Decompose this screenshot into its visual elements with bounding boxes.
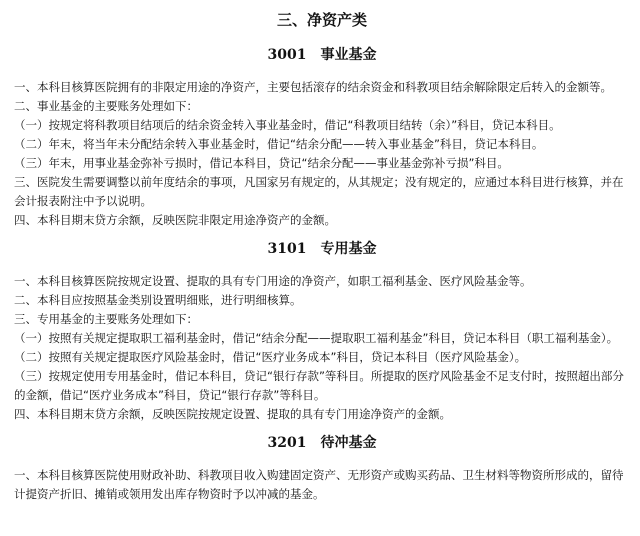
paragraph: （一）按规定将科教项目结项后的结余资金转入事业基金时，借记“科教项目结转（余）”科目，贷记本科目。 [14, 118, 561, 132]
paragraph: 二、事业基金的主要账务处理如下： [14, 99, 198, 113]
paragraph: 一、本科目核算医院使用财政补助、科教项目收入购建固定资产、无形资产或购买药品、卫生材料等物资所形成的，留待计提资产折旧、摊销或领用发出库存物资时予以冲减的基金。 [14, 468, 624, 501]
paragraph: （一）按照有关规定提取职工福利基金时，借记“结余分配——提取职工福利基金”科目，贷记本科目（职工福利基金）。 [14, 331, 619, 345]
page-title: 三、净资产类 [276, 11, 367, 29]
paragraph: （三）按规定使用专用基金时，借记本科目，贷记“银行存款”等科目。所提取的医疗风险基金不足支付时，按照超出部分的金额，借记“医疗业务成本”科目，贷记“银行存款”等科目。 [14, 369, 624, 402]
paragraph: 二、本科目应按照基金类别设置明细账，进行明细核算。 [14, 293, 302, 307]
section-3201 [14, 432, 630, 504]
section-name: 待冲基金 [320, 435, 377, 451]
paragraph: 一、本科目核算医院按规定设置、提取的具有专门用途的净资产，如职工福利基金、医疗风险基金等。 [14, 274, 532, 288]
section-3001 [14, 44, 630, 230]
paragraph: （二）按照有关规定提取医疗风险基金时，借记“医疗业务成本”科目，贷记本科目（医疗风险基金）。 [14, 350, 527, 364]
paragraph: 三、医院发生需要调整以前年度结余的事项，凡国家另有规定的，从其规定；没有规定的，应通过本科目进行核算，并在会计报表附注中予以说明。 [14, 175, 624, 208]
section-heading [14, 432, 630, 454]
section-code: 3001 [267, 47, 307, 63]
paragraph: 四、本科目期末贷方余额，反映医院非限定用途净资产的金额。 [14, 213, 336, 227]
paragraph: （三）年末，用事业基金弥补亏损时，借记本科目，贷记“结余分配——事业基金弥补亏损”科目。 [14, 156, 509, 170]
paragraph: 三、专用基金的主要账务处理如下： [14, 312, 198, 326]
paragraph: 一、本科目核算医院拥有的非限定用途的净资产，主要包括滚存的结余资金和科教项目结余解除限定后转入的金额等。 [14, 80, 612, 94]
paragraph: 四、本科目期末贷方余额，反映医院按规定设置、提取的具有专门用途净资产的金额。 [14, 407, 451, 421]
section-heading [14, 238, 630, 260]
section-3101 [14, 238, 630, 424]
section-code: 3101 [267, 241, 307, 257]
section-heading [14, 44, 630, 66]
section-code: 3201 [267, 435, 307, 451]
section-name: 事业基金 [320, 47, 377, 63]
section-name: 专用基金 [320, 241, 377, 257]
paragraph: （二）年末，将当年未分配结余转入事业基金时，借记“结余分配——转入事业基金”科目，贷记本科目。 [14, 137, 544, 151]
